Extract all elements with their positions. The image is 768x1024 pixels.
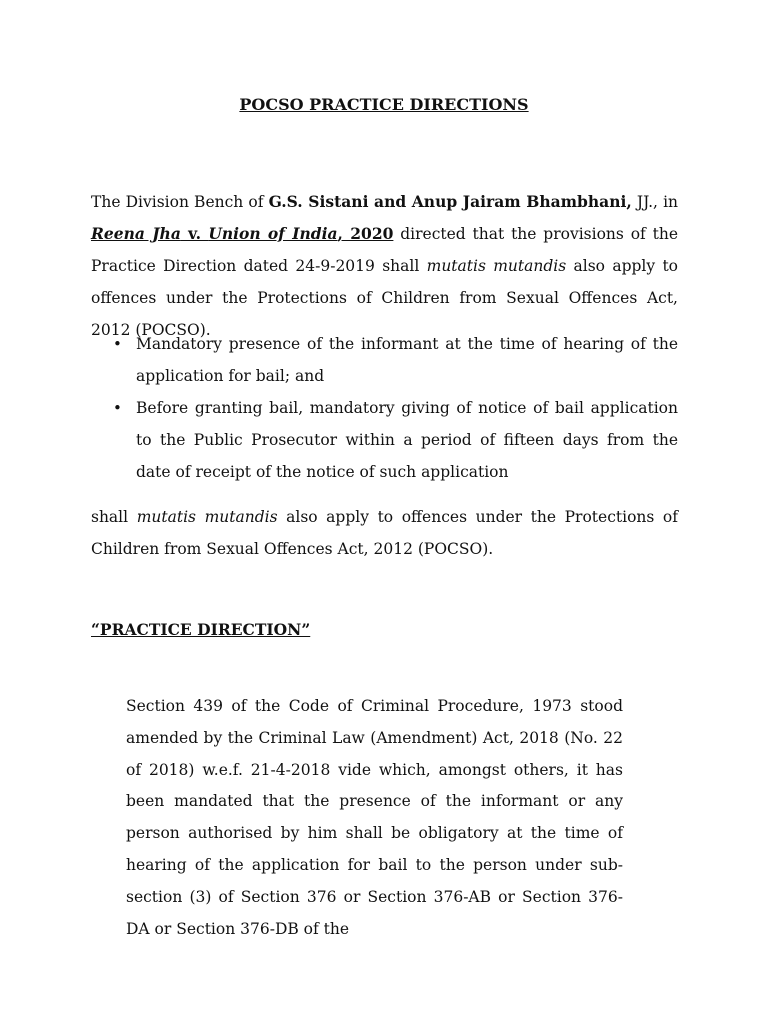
bullet-icon: •	[113, 335, 122, 353]
intro-paragraph	[91, 186, 678, 346]
case-party-a: Reena Jha	[91, 224, 181, 243]
bullet-text: Before granting bail, mandatory giving of notice of bail application to the Public Prosecutor within a period of fifteen days from the date of receipt of the notice of such application	[136, 399, 678, 481]
latin-phrase: mutatis mutandis	[426, 257, 567, 275]
bullet-icon: •	[113, 399, 122, 417]
case-citation	[91, 224, 393, 243]
practice-direction-heading: “PRACTICE DIRECTION”	[91, 620, 311, 639]
bullet-list	[91, 328, 678, 488]
case-year: , 2020	[337, 224, 394, 243]
latin-phrase: mutatis mutandis	[136, 508, 278, 526]
shall-text-2: also apply to offences under the Protections of Children from Sexual Offences Act, 2012 (POCSO).	[91, 508, 678, 558]
intro-text-3: directed that the provisions of the Practice Direction dated 24-9-2019 shall	[91, 225, 678, 275]
case-party-b: Union of India	[208, 224, 338, 243]
intro-text-2: JJ., in	[631, 193, 679, 211]
document-title: POCSO PRACTICE DIRECTIONS	[239, 95, 529, 114]
list-item	[91, 328, 678, 392]
case-versus: v.	[180, 224, 209, 243]
intro-text-4: also apply to offences under the Protections of Children from Sexual Offences Act, 2012 (POCSO).	[91, 257, 678, 339]
intro-text-1: The Division Bench of	[91, 193, 269, 211]
judges-names: G.S. Sistani and Anup Jairam Bhambhani,	[268, 192, 632, 211]
list-item	[91, 392, 678, 488]
practice-direction-quote: Section 439 of the Code of Criminal Procedure, 1973 stood amended by the Criminal Law (Amendment) Act, 2018 (No. 22 of 2018) w.e.f. 21-4-2018 vide which, amongst others, it has been mandated that the presence of the informant or any person authorised by him shall be obligatory at the time of hearing of the application for bail to the person under sub-section (3) of Section 376 or Section 376-AB or Section 376-DA or Section 376-DB of the	[126, 697, 623, 938]
bullet-text: Mandatory presence of the informant at the time of hearing of the application for bail; and	[136, 335, 678, 385]
shall-text-1: shall	[91, 508, 137, 526]
shall-paragraph	[91, 501, 678, 565]
